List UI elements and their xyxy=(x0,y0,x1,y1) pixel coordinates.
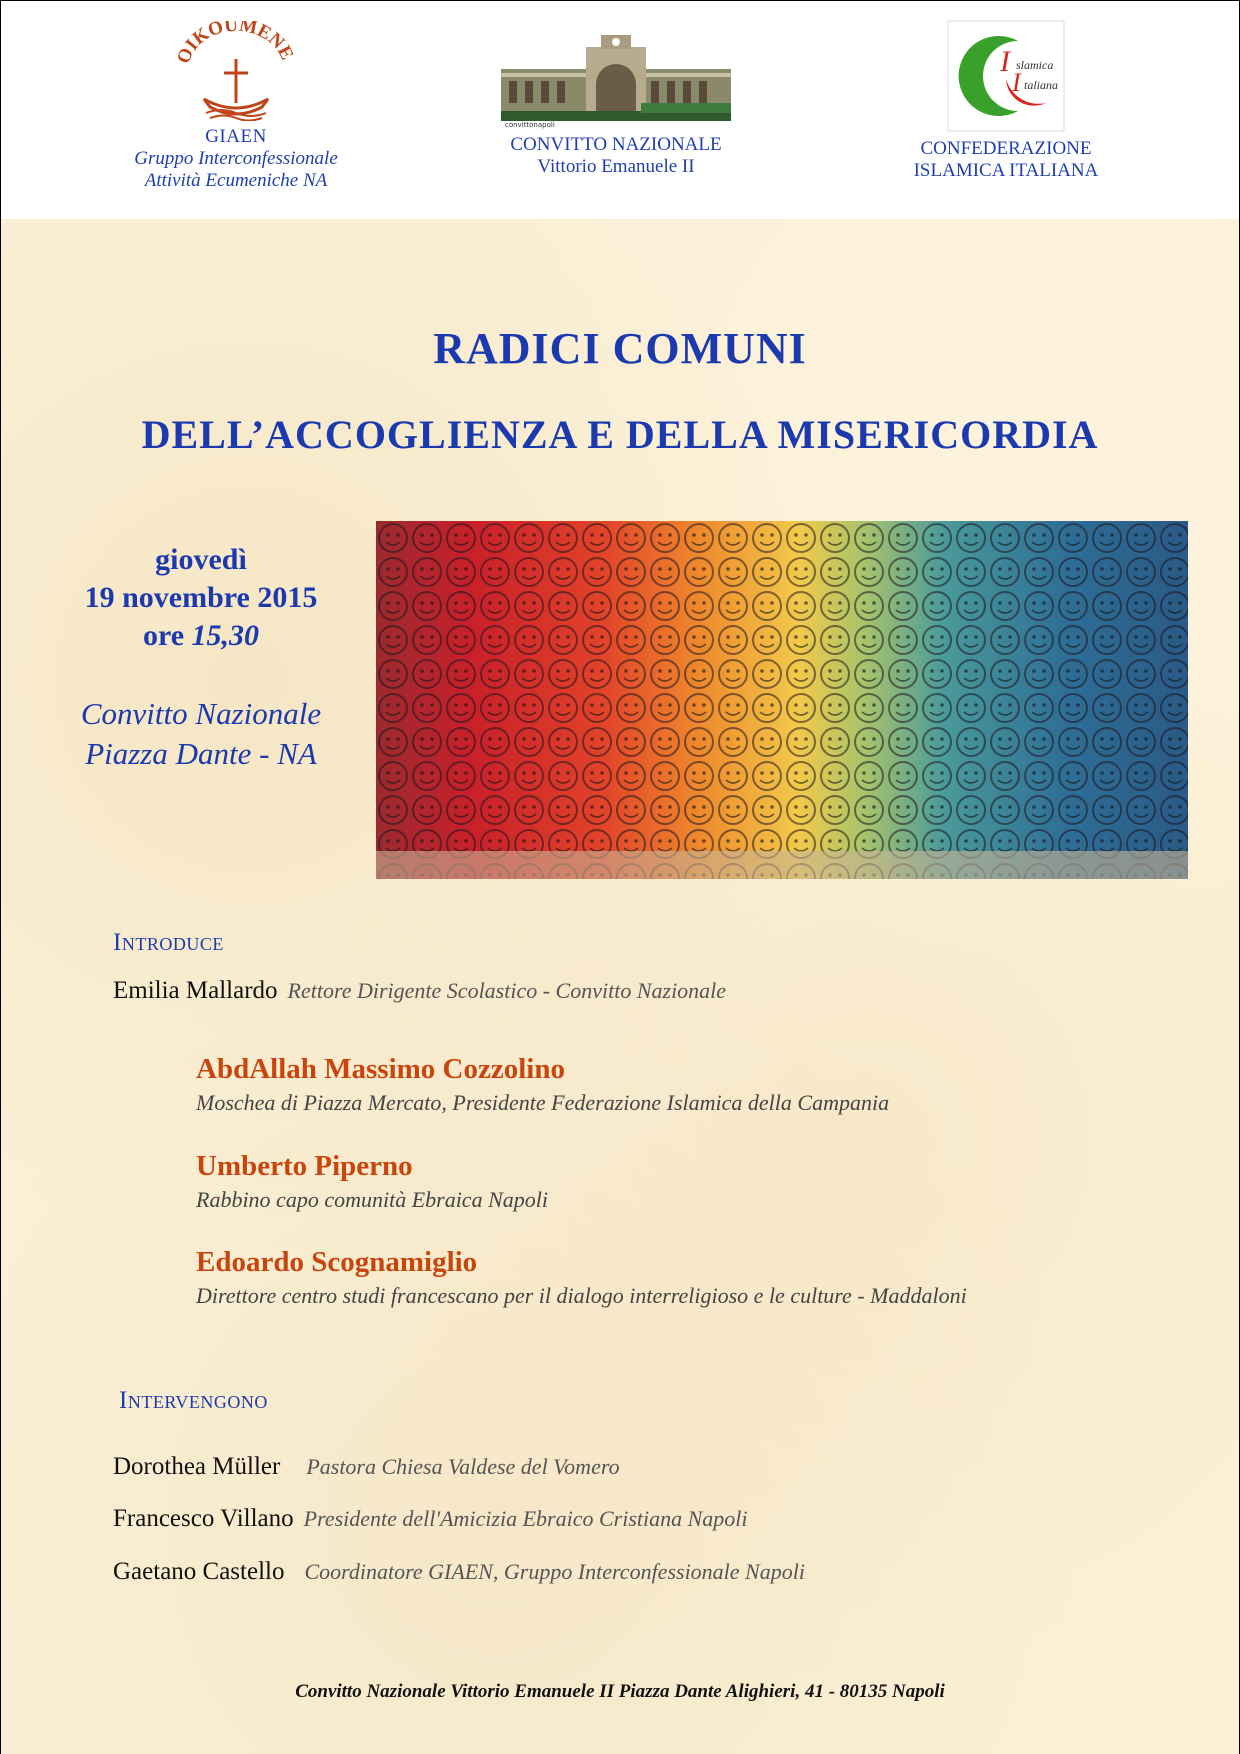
introduce-label: Introduce xyxy=(113,929,224,956)
event-time: 15,30 xyxy=(191,619,260,652)
intervention-row xyxy=(113,1505,748,1533)
confederazione-line1: CONFEDERAZIONE xyxy=(920,138,1092,159)
giaen-line2: Gruppo Interconfessionale xyxy=(134,148,338,169)
intro-name: Emilia Mallardo xyxy=(113,977,278,1004)
main-title: RADICI COMUNI xyxy=(433,324,807,373)
venue-line1: Convitto Nazionale xyxy=(80,696,322,731)
convitto-caption: convittonapoli xyxy=(505,121,555,129)
speaker-2 xyxy=(196,1150,548,1213)
intervention-name: Francesco Villano xyxy=(113,1505,294,1532)
islamica-mark-top: slamica xyxy=(1016,58,1054,72)
convitto-subtitle: Vittorio Emanuele II xyxy=(537,156,695,177)
convitto-name: CONVITTO NAZIONALE xyxy=(510,134,722,155)
confederazione-line2: ISLAMICA ITALIANA xyxy=(913,160,1099,181)
speaker-3 xyxy=(196,1246,967,1309)
header xyxy=(1,1,1239,219)
giaen-logo-block xyxy=(91,21,381,192)
speaker-desc: Moschea di Piazza Mercato, Presidente Federazione Islamica della Campania xyxy=(196,1090,890,1115)
speaker-desc: Rabbino capo comunità Ebraica Napoli xyxy=(196,1187,548,1212)
convitto-logo-block xyxy=(466,29,766,178)
intervengono-label: Intervengono xyxy=(119,1387,268,1414)
oikoumene-boat-cross-icon xyxy=(176,21,296,121)
crescent-islamica-icon xyxy=(946,19,1066,133)
event-date: 19 novembre 2015 xyxy=(84,581,318,614)
intervention-name: Gaetano Castello xyxy=(113,1558,285,1585)
speaker-name: Umberto Piperno xyxy=(196,1150,413,1182)
intervention-role: Coordinatore GIAEN, Gruppo Interconfessionale Napoli xyxy=(304,1559,805,1584)
svg-text:I: I xyxy=(1012,68,1021,97)
speaker-name: AbdAllah Massimo Cozzolino xyxy=(196,1053,565,1085)
convitto-building-icon xyxy=(501,29,731,129)
islamica-logo-block xyxy=(861,19,1151,182)
intervention-role: Presidente dell'Amicizia Ebraico Cristiana Napoli xyxy=(303,1506,748,1531)
event-time-prefix: ore xyxy=(142,619,192,652)
faces-mural-image xyxy=(376,521,1188,879)
giaen-line3: Attività Ecumeniche NA xyxy=(144,170,328,191)
event-venue xyxy=(41,694,361,774)
giaen-name: GIAEN xyxy=(205,126,267,147)
intervention-row xyxy=(113,1558,805,1586)
intervention-row xyxy=(113,1453,620,1481)
intervention-name: Dorothea Müller xyxy=(113,1453,281,1480)
svg-text:I: I xyxy=(1000,45,1010,78)
event-datetime xyxy=(41,541,361,655)
venue-line2: Piazza Dante - NA xyxy=(85,736,317,771)
speaker-desc: Direttore centro studi francescano per il dialogo interreligioso e le culture - Maddaloni xyxy=(196,1283,967,1308)
intervention-role: Pastora Chiesa Valdese del Vomero xyxy=(306,1454,620,1479)
footer-address: Convitto Nazionale Vittorio Emanuele II Piazza Dante Alighieri, 41 - 80135 Napoli xyxy=(295,1681,945,1702)
main-subtitle: DELL’ACCOGLIENZA E DELLA MISERICORDIA xyxy=(141,412,1099,457)
event-day: giovedì xyxy=(155,543,247,576)
oikoumene-wordmark: IKOUMENE xyxy=(181,21,296,64)
islamica-mark-bottom: taliana xyxy=(1024,78,1059,92)
speaker-1 xyxy=(196,1053,889,1116)
event-time-line xyxy=(41,617,361,655)
intro-row xyxy=(113,977,726,1005)
speaker-name: Edoardo Scognamiglio xyxy=(196,1246,478,1278)
intro-role: Rettore Dirigente Scolastico - Convitto Nazionale xyxy=(287,978,727,1003)
